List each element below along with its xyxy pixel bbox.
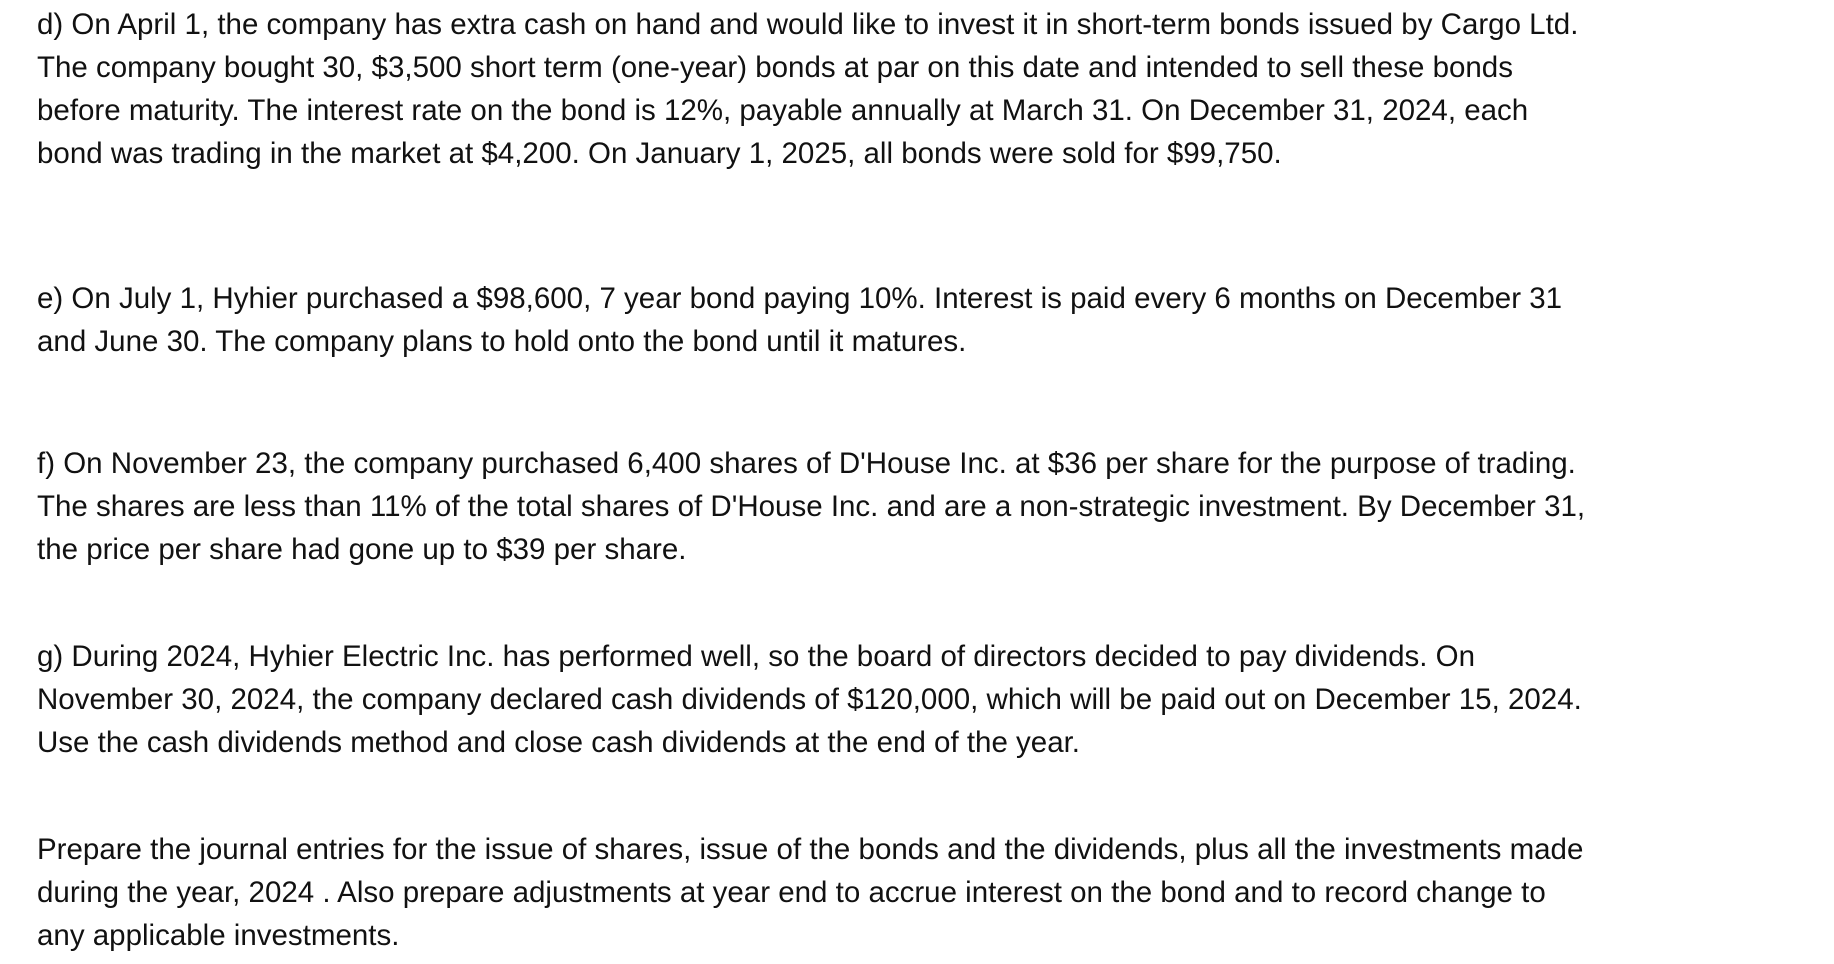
paragraph-line: f) On November 23, the company purchased 6,400 shares of D'House Inc. at $36 per share for the purpose of trading. [37,447,1576,480]
paragraph-line: g) During 2024, Hyhier Electric Inc. has performed well, so the board of directors decided to pay dividends. On [37,640,1476,673]
paragraph-line: e) On July 1, Hyhier purchased a $98,600, 7 year bond paying 10%. Interest is paid every 6 months on December 31 [37,282,1563,315]
paragraph-g-dividends [37,635,1807,764]
paragraph-line: and June 30. The company plans to hold onto the bond until it matures. [37,325,967,358]
paragraph-line: The company bought 30, $3,500 short term (one-year) bonds at par on this date and intended to sell these bonds [37,51,1513,84]
paragraph-instructions [37,828,1807,957]
paragraph-line: d) On April 1, the company has extra cash on hand and would like to invest it in short-term bonds issued by Cargo Ltd. [37,8,1579,41]
paragraph-line: Prepare the journal entries for the issue of shares, issue of the bonds and the dividends, plus all the investments made [37,833,1584,866]
paragraph-e-seven-year-bond [37,277,1807,363]
paragraph-line: The shares are less than 11% of the total shares of D'House Inc. and are a non-strategic investment. By December 31, [37,490,1586,523]
paragraph-line: before maturity. The interest rate on the bond is 12%, payable annually at March 31. On December 31, 2024, each [37,94,1529,127]
paragraph-line: the price per share had gone up to $39 per share. [37,533,687,566]
paragraph-line: any applicable investments. [37,919,400,952]
paragraph-line: November 30, 2024, the company declared cash dividends of $120,000, which will be paid out on December 15, 2024. [37,683,1582,716]
paragraph-f-trading-shares [37,442,1807,571]
paragraph-line: Use the cash dividends method and close cash dividends at the end of the year. [37,726,1081,759]
paragraph-d-short-term-bonds [37,3,1807,175]
paragraph-line: during the year, 2024 . Also prepare adjustments at year end to accrue interest on the bond and to record change to [37,876,1546,909]
paragraph-line: bond was trading in the market at $4,200. On January 1, 2025, all bonds were sold for $99,750. [37,137,1282,170]
